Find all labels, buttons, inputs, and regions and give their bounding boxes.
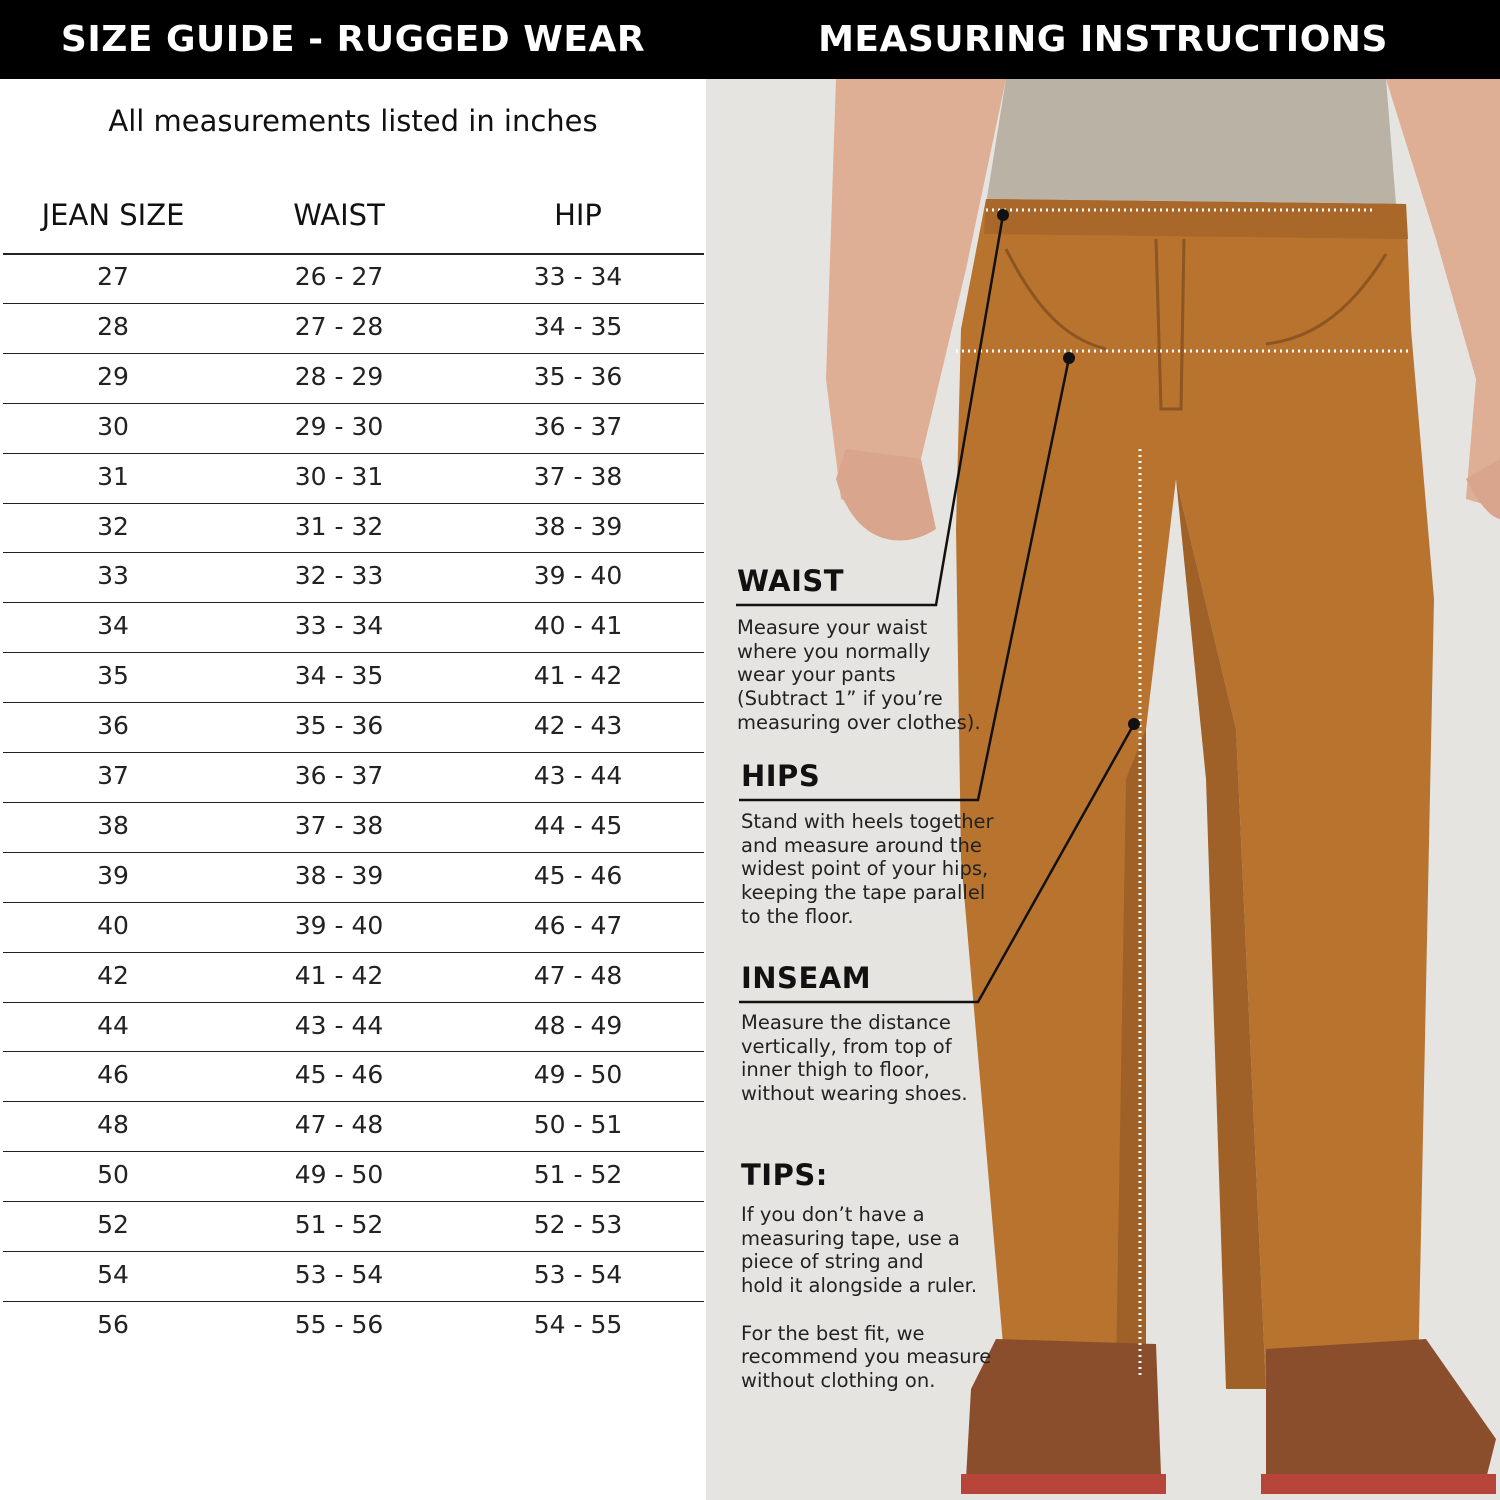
cell-jean-size: 32 (97, 511, 129, 541)
cell-hip: 43 - 44 (533, 761, 623, 790)
cell-waist: 47 - 48 (294, 1110, 384, 1140)
cell-waist: 43 - 44 (294, 1010, 384, 1040)
cell-jean-size: 33 (97, 561, 129, 591)
cell-hip: 40 - 41 (533, 611, 623, 641)
header-bar (0, 0, 1500, 79)
row-divider (3, 952, 704, 953)
row-divider (3, 1251, 704, 1252)
cell-waist: 35 - 36 (294, 711, 384, 741)
table-row (0, 554, 706, 604)
inseam-heading: INSEAM (741, 961, 872, 995)
table-row (0, 954, 706, 1004)
cell-jean-size: 48 (97, 1110, 129, 1140)
row-divider (3, 453, 704, 454)
cell-waist: 26 - 27 (294, 262, 384, 291)
waist-description: Measure your waist where you normally wear your pants (Subtract 1” if you’re measuring over clothes). (737, 616, 981, 734)
cell-jean-size: 52 (97, 1210, 129, 1240)
cell-hip: 41 - 42 (533, 661, 623, 691)
cell-jean-size: 42 (97, 960, 129, 990)
cell-jean-size: 56 (97, 1309, 129, 1339)
cell-jean-size: 31 (97, 461, 129, 491)
cell-jean-size: 50 (97, 1160, 129, 1190)
table-row (0, 1004, 706, 1054)
hips-description: Stand with heels together and measure around the widest point of your hips, keeping the tape parallel to the floor. (741, 810, 994, 928)
cell-waist: 53 - 54 (294, 1260, 384, 1289)
cell-jean-size: 27 (97, 262, 129, 291)
tips-heading: TIPS: (741, 1158, 828, 1192)
cell-hip: 35 - 36 (533, 361, 623, 391)
right-sole (1261, 1474, 1496, 1494)
column-header-hip: HIP (554, 198, 602, 232)
cell-hip: 54 - 55 (533, 1309, 623, 1339)
table-row (0, 255, 706, 305)
table-row (0, 654, 706, 704)
row-divider (3, 303, 704, 304)
cell-hip: 48 - 49 (533, 1010, 623, 1040)
row-divider (3, 902, 704, 903)
cell-waist: 36 - 37 (294, 761, 384, 790)
cell-hip: 46 - 47 (533, 910, 623, 940)
row-divider (3, 1301, 704, 1302)
cell-hip: 50 - 51 (533, 1110, 623, 1140)
cell-jean-size: 29 (97, 361, 129, 391)
table-row (0, 1053, 706, 1103)
table-row (0, 305, 706, 355)
column-header-jean-size: JEAN SIZE (41, 198, 185, 232)
inseam-description: Measure the distance vertically, from top of inner thigh to floor, without wearing shoes. (741, 1011, 968, 1106)
cell-hip: 51 - 52 (533, 1160, 623, 1190)
row-divider (3, 552, 704, 553)
cell-hip: 39 - 40 (533, 561, 623, 591)
cell-hip: 45 - 46 (533, 860, 623, 890)
cell-jean-size: 44 (97, 1010, 129, 1040)
cell-waist: 33 - 34 (294, 611, 384, 641)
table-row (0, 1303, 706, 1353)
row-divider (3, 353, 704, 354)
cell-hip: 52 - 53 (533, 1210, 623, 1240)
column-header-waist: WAIST (293, 198, 385, 232)
row-divider (3, 503, 704, 504)
cell-waist: 55 - 56 (294, 1309, 384, 1339)
table-row (0, 1253, 706, 1303)
cell-jean-size: 36 (97, 711, 129, 741)
cell-waist: 37 - 38 (294, 810, 384, 840)
row-divider (3, 1151, 704, 1152)
table-row (0, 1153, 706, 1203)
cell-jean-size: 35 (97, 661, 129, 691)
cell-waist: 45 - 46 (294, 1060, 384, 1090)
cell-hip: 36 - 37 (533, 411, 623, 441)
units-note: All measurements listed in inches (108, 104, 598, 138)
row-divider (3, 602, 704, 603)
cell-jean-size: 28 (97, 311, 129, 341)
row-divider (3, 852, 704, 853)
cell-jean-size: 37 (97, 761, 129, 790)
cell-jean-size: 40 (97, 910, 129, 940)
row-divider (3, 702, 704, 703)
cell-hip: 37 - 38 (533, 461, 623, 491)
hips-heading: HIPS (741, 759, 821, 793)
cell-hip: 42 - 43 (533, 711, 623, 741)
cell-hip: 34 - 35 (533, 311, 623, 341)
size-guide-title: SIZE GUIDE - RUGGED WEAR (60, 19, 646, 60)
cell-waist: 38 - 39 (294, 860, 384, 890)
table-row (0, 355, 706, 405)
tips-description: If you don’t have a measuring tape, use a piece of string and hold it alongside a ruler. For the best fit, we recommend you measure without clothing on. (741, 1203, 992, 1392)
left-sole (961, 1474, 1166, 1494)
cell-waist: 30 - 31 (294, 461, 384, 491)
row-divider (3, 1051, 704, 1052)
cell-jean-size: 46 (97, 1060, 129, 1090)
row-divider (3, 802, 704, 803)
cell-waist: 49 - 50 (294, 1160, 384, 1190)
table-row (0, 854, 706, 904)
table-row (0, 455, 706, 505)
cell-jean-size: 38 (97, 810, 129, 840)
cell-hip: 47 - 48 (533, 960, 623, 990)
row-divider (3, 652, 704, 653)
cell-hip: 33 - 34 (533, 262, 623, 291)
row-divider (3, 403, 704, 404)
left-boot (966, 1339, 1161, 1479)
cell-waist: 31 - 32 (294, 511, 384, 541)
measuring-instructions-title: MEASURING INSTRUCTIONS (818, 19, 1388, 60)
cell-waist: 28 - 29 (294, 361, 384, 391)
cell-hip: 49 - 50 (533, 1060, 623, 1090)
cell-hip: 53 - 54 (533, 1260, 623, 1289)
row-divider (3, 1002, 704, 1003)
table-row (0, 1203, 706, 1253)
table-row (0, 405, 706, 455)
row-divider (3, 1201, 704, 1202)
cell-waist: 29 - 30 (294, 411, 384, 441)
table-row (0, 604, 706, 654)
cell-jean-size: 54 (97, 1260, 129, 1289)
cell-waist: 41 - 42 (294, 960, 384, 990)
cell-waist: 51 - 52 (294, 1210, 384, 1240)
table-row (0, 1103, 706, 1153)
table-row (0, 804, 706, 854)
cell-waist: 39 - 40 (294, 910, 384, 940)
cell-hip: 44 - 45 (533, 810, 623, 840)
cell-waist: 27 - 28 (294, 311, 384, 341)
cell-jean-size: 39 (97, 860, 129, 890)
cell-waist: 34 - 35 (294, 661, 384, 691)
table-row (0, 754, 706, 804)
table-row (0, 704, 706, 754)
cell-waist: 32 - 33 (294, 561, 384, 591)
waist-heading: WAIST (737, 564, 845, 598)
cell-hip: 38 - 39 (533, 511, 623, 541)
shirt (986, 79, 1396, 204)
cell-jean-size: 34 (97, 611, 129, 641)
table-row (0, 505, 706, 555)
cell-jean-size: 30 (97, 411, 129, 441)
row-divider (3, 752, 704, 753)
table-row (0, 904, 706, 954)
row-divider (3, 1101, 704, 1102)
